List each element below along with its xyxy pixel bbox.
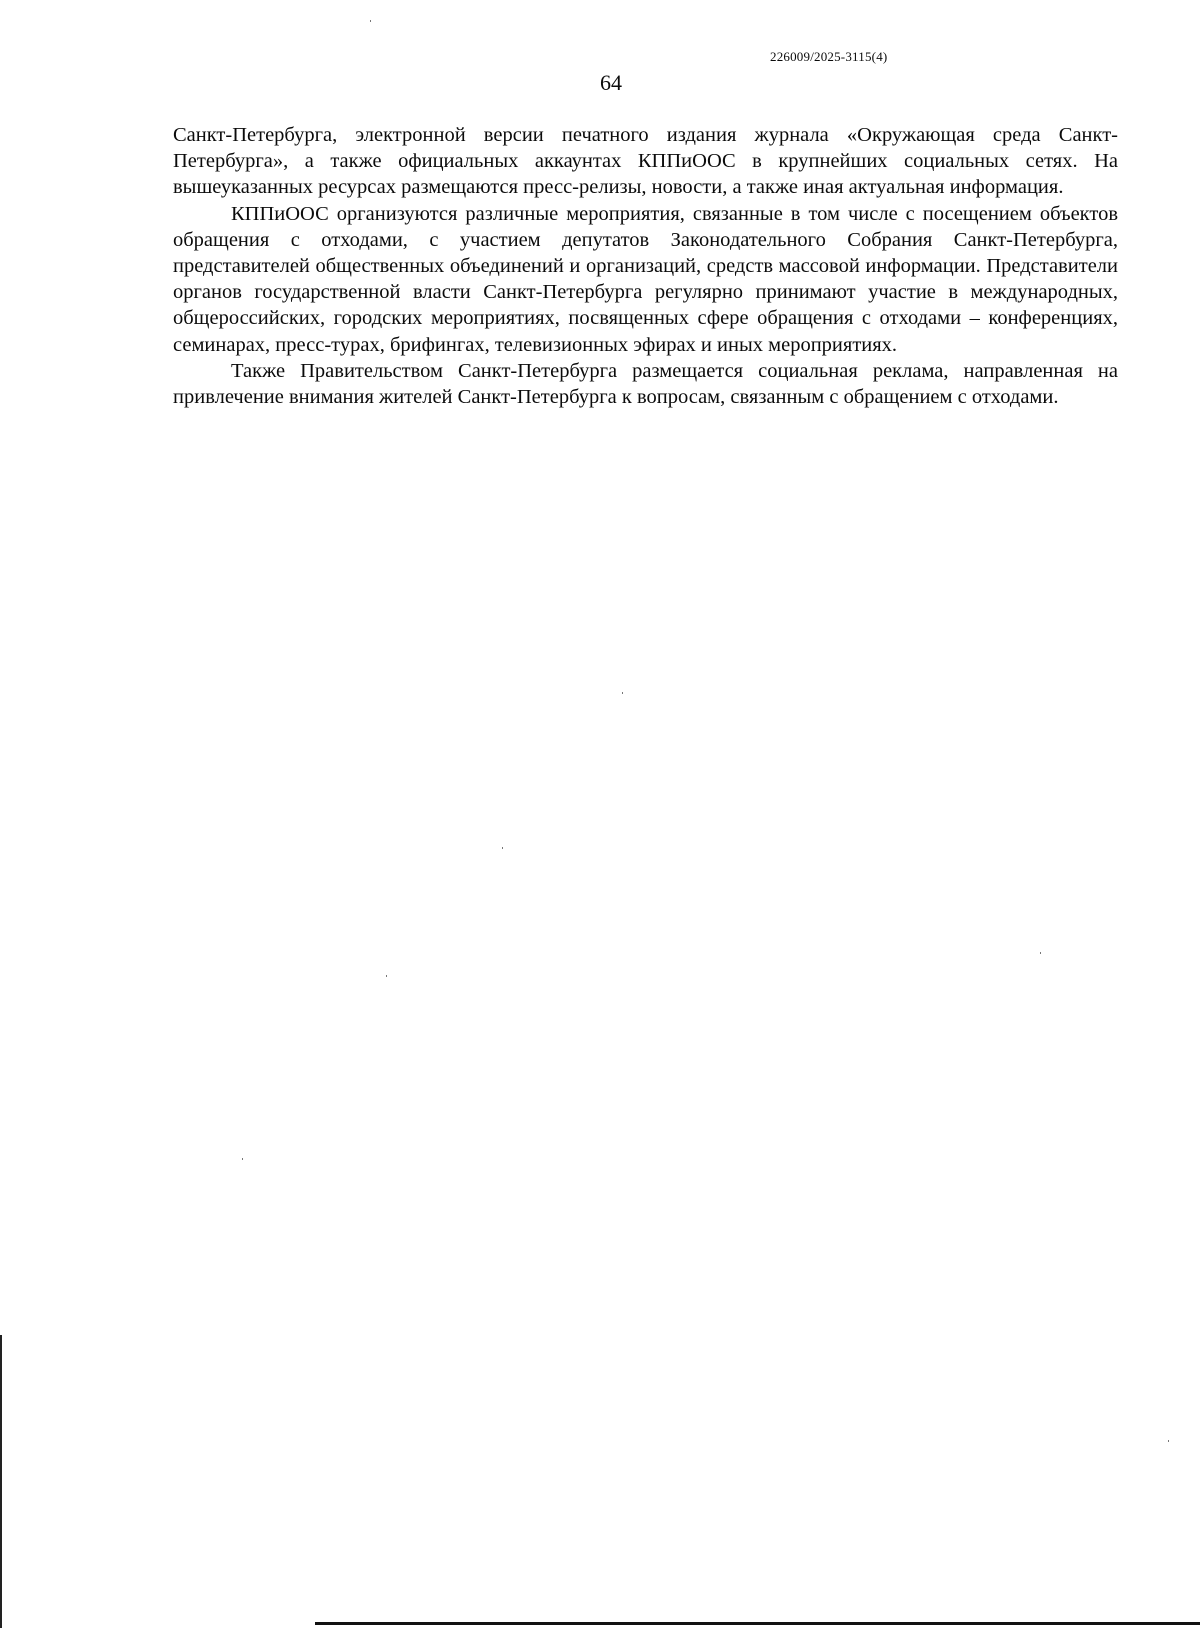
scan-speck [1168, 1440, 1169, 1442]
scan-speck [1040, 952, 1041, 954]
paragraph-social-advertising: Также Правительством Санкт-Петербурга размещается социальная реклама, направленная на привлечение внимания жителей Санкт-Петербурга к вопросам, связанным с обращением с отходами. [173, 359, 1118, 409]
paragraph-continuation: Санкт-Петербурга, электронной версии печатного издания журнала «Окружающая среда Санкт-Петербурга», а также официальных аккаунтах КППиООС в крупнейших социальных сетях. На вышеуказанных ресурсах размещаются пресс-релизы, новости, а также иная актуальная информация. [173, 124, 1118, 199]
scan-bottom-edge [315, 1622, 1200, 1625]
document-number: 226009/2025-3115(4) [770, 49, 888, 64]
scan-speck [242, 1158, 243, 1160]
scan-speck [622, 692, 623, 694]
scan-speck [370, 20, 371, 22]
body-text [173, 122, 1118, 410]
page-number: 64 [600, 70, 622, 95]
scan-left-edge [0, 1335, 2, 1628]
scan-speck [502, 847, 503, 849]
scan-speck [386, 975, 387, 977]
paragraph-events: КППиООС организуются различные мероприятия, связанные в том числе с посещением объектов обращения с отходами, с участием депутатов Законодательного Собрания Санкт-Петербурга, представителей общественных объединений и организаций, средств массовой информации. Представители органов государственной власти Санкт-Петербурга регулярно принимают участие в международных, общероссийских, городских мероприятиях, посвященных сфере обращения с отходами – конференциях, семинарах, пресс-турах, брифингах, телевизионных эфирах и иных мероприятиях. [173, 202, 1118, 356]
